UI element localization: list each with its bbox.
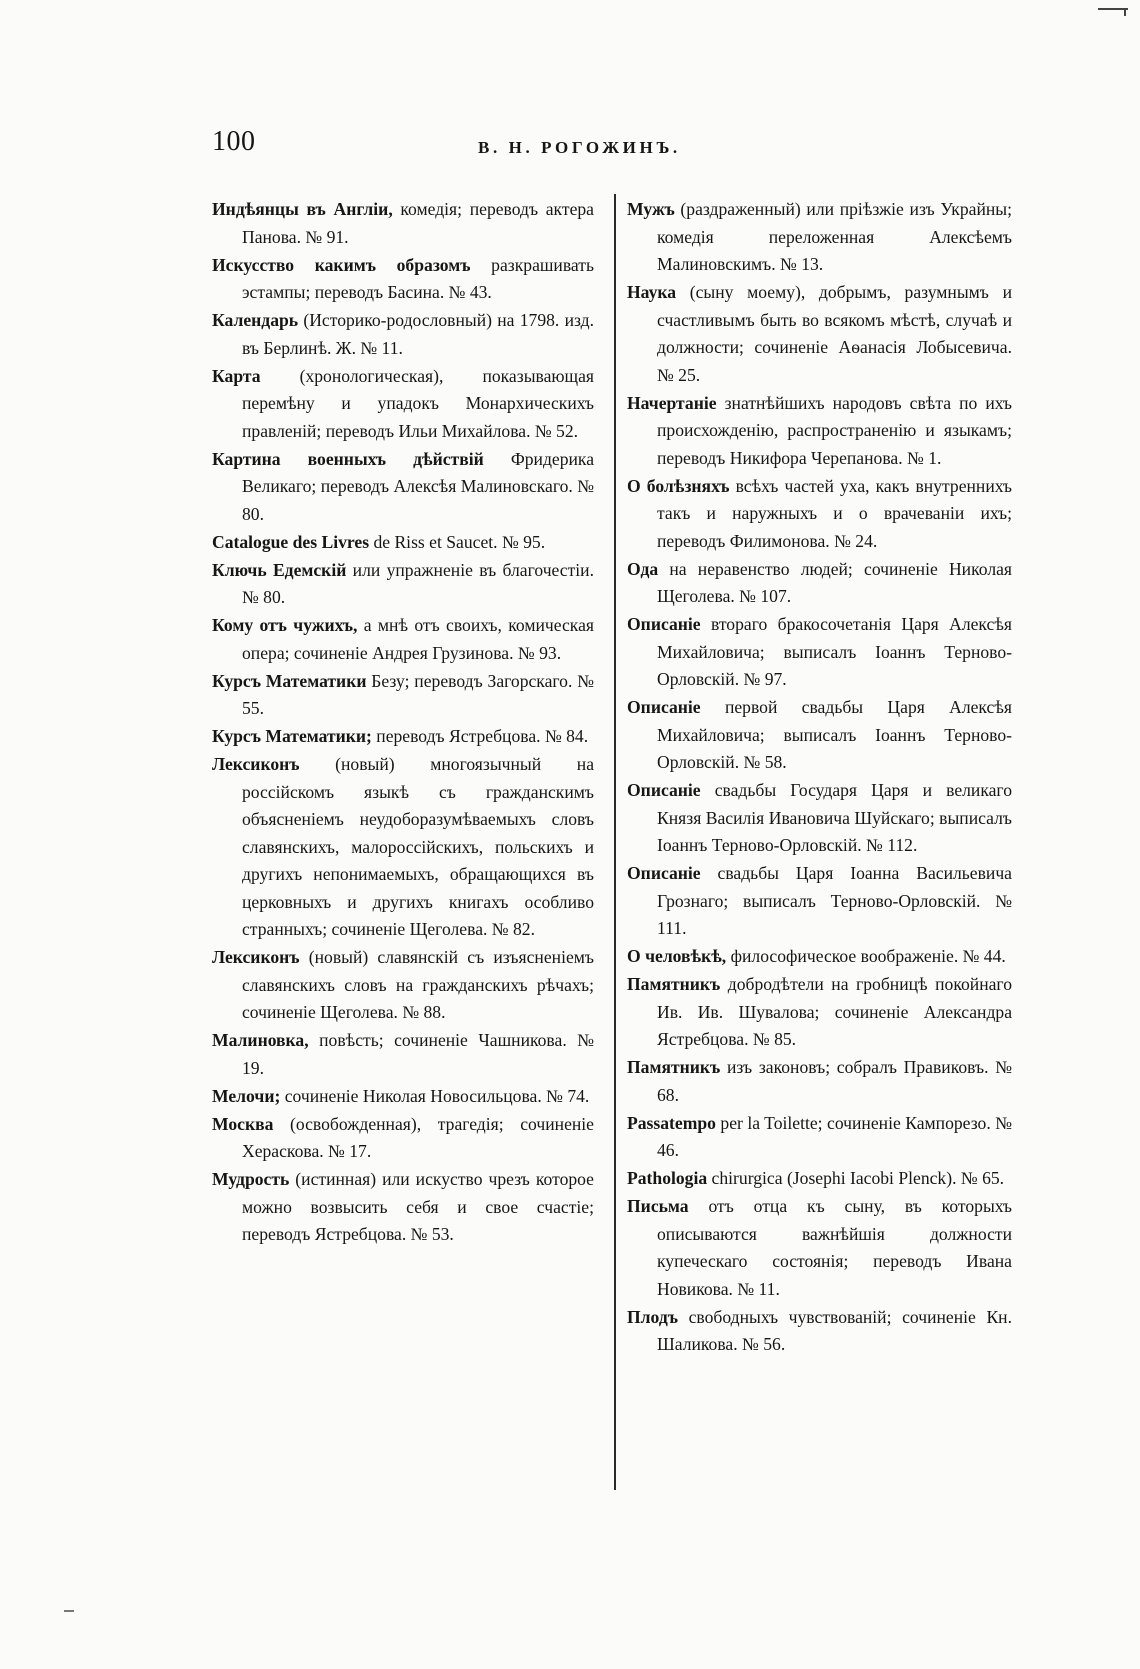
right-column bbox=[627, 196, 1012, 1359]
entry-head: Наука bbox=[627, 282, 677, 302]
catalog-entry bbox=[212, 668, 594, 723]
entry-text: отъ отца къ сыну, въ которыхъ описываются важнѣйшія должности купеческаго состоянія; переводъ Ивана Новикова. № 11. bbox=[657, 1196, 1012, 1299]
edge-dash bbox=[64, 1610, 74, 1612]
entry-head: Мудрость bbox=[212, 1169, 290, 1189]
entry-text: на неравенство людей; сочиненіе Николая Щеголева. № 107. bbox=[657, 558, 1012, 606]
entry-head: О человѣкѣ, bbox=[627, 946, 727, 966]
entry-head: Описаніе bbox=[627, 863, 701, 883]
entry-head: Описаніе bbox=[627, 614, 701, 634]
entry-head: Catalogue des Livres bbox=[212, 531, 370, 552]
corner-mark-tick bbox=[1124, 8, 1126, 16]
entry-head: Москва bbox=[212, 1113, 274, 1134]
entry-head: Плодъ bbox=[627, 1306, 679, 1327]
entry-head: Курсъ Математики bbox=[212, 670, 367, 691]
entry-text: сочиненіе Николая Новосильцова. № 74. bbox=[280, 1085, 590, 1106]
catalog-entry bbox=[627, 556, 1012, 611]
catalog-entry bbox=[212, 363, 594, 446]
catalog-entry bbox=[627, 611, 1012, 694]
catalog-entry bbox=[627, 777, 1012, 860]
entry-text: повѣсть; сочиненіе Чашникова. № 19. bbox=[242, 1030, 594, 1078]
entry-text: переводъ Ястребцова. № 84. bbox=[371, 726, 589, 746]
entry-head: Описаніе bbox=[627, 780, 701, 800]
entry-text: свадьбы Государя Царя и великаго Князя Василія Ивановича Шуйскаго; выписалъ Іоаннъ Терново-Орловскій. № 112. bbox=[657, 780, 1012, 855]
entry-text: per la Toilette; сочиненіе Кампорезо. № 46. bbox=[657, 1112, 1012, 1160]
catalog-entry bbox=[627, 1165, 1012, 1193]
entry-head: Passatempo bbox=[627, 1112, 716, 1133]
catalog-entry bbox=[627, 943, 1012, 971]
left-column bbox=[212, 196, 594, 1249]
entry-head: Мелочи; bbox=[212, 1085, 281, 1106]
catalog-entry bbox=[627, 1304, 1012, 1359]
entry-head: Курсъ Математики; bbox=[212, 726, 372, 746]
catalog-entry bbox=[212, 196, 594, 251]
entry-head: Кому отъ чужихъ, bbox=[212, 615, 358, 635]
entry-text: комедія; переводъ актера Панова. № 91. bbox=[242, 199, 594, 247]
entry-head: Картина военныхъ дѣйствій bbox=[212, 448, 484, 469]
catalog-entry bbox=[212, 944, 594, 1027]
entry-head: Pathologia bbox=[627, 1168, 708, 1188]
catalog-entry bbox=[627, 196, 1012, 279]
entry-text: всѣхъ частей уха, какъ внутреннихъ такъ и наружныхъ и о врачеваніи ихъ; переводъ Филимонова. № 24. bbox=[657, 475, 1012, 551]
entry-text: свадьбы Царя Іоанна Васильевича Грознаго; выписалъ Терново-Орловскій. № 111. bbox=[657, 863, 1012, 938]
entry-text: а мнѣ отъ своихъ, комическая опера; сочиненіе Андрея Грузинова. № 93. bbox=[242, 615, 594, 663]
entry-text: знатнѣйшихъ народовъ свѣта по ихъ происхожденію, распространенію и языкамъ; переводъ Никифора Черепанова. № 1. bbox=[657, 392, 1012, 468]
entry-text: Безу; переводъ Загорскаго. № 55. bbox=[242, 670, 594, 718]
catalog-entry bbox=[627, 1193, 1012, 1303]
entry-head: Индѣянцы въ Англіи, bbox=[212, 199, 393, 219]
catalog-entry bbox=[212, 307, 594, 362]
catalog-entry bbox=[627, 694, 1012, 777]
entry-text: (новый) славянскій съ изъясненіемъ славянскихъ словъ на гражданскихъ рѣчахъ; сочиненіе Щеголева. № 88. bbox=[242, 947, 594, 1022]
catalog-entry bbox=[212, 1027, 594, 1082]
entry-text: свободныхъ чувствованій; сочиненіе Кн. Шаликова. № 56. bbox=[657, 1306, 1012, 1354]
column-divider bbox=[614, 194, 616, 1490]
catalog-entry bbox=[212, 1166, 594, 1249]
catalog-entry bbox=[627, 1110, 1012, 1165]
entry-text: de Riss et Saucet. № 95. bbox=[369, 531, 546, 552]
entry-head: Искусство какимъ образомъ bbox=[212, 254, 471, 275]
entry-head: Календарь bbox=[212, 310, 299, 330]
catalog-entry bbox=[627, 473, 1012, 556]
catalog-entry bbox=[212, 751, 594, 944]
entry-text: (раздраженный) или пріѣзжіе изъ Украйны; комедія переложенная Алексѣемъ Малиновскимъ. № 13. bbox=[657, 199, 1012, 274]
entry-text: первой свадьбы Царя Алексѣя Михайловича; выписалъ Іоаннъ Терново-Орловскій. № 58. bbox=[657, 697, 1012, 772]
running-head: В. Н. РОГОЖИНЪ. bbox=[478, 138, 681, 157]
catalog-entry bbox=[212, 1083, 594, 1111]
catalog-entry bbox=[627, 390, 1012, 473]
entry-text: (хронологическая), показывающая перемѣну и упадокъ Монархическихъ правленій; переводъ Ильи Михайлова. № 52. bbox=[242, 365, 594, 441]
entry-head: Мужъ bbox=[627, 199, 675, 219]
entry-text: Фридерика Великаго; переводъ Алексѣя Малиновскаго. № 80. bbox=[242, 448, 595, 524]
entry-head: Письма bbox=[627, 1196, 689, 1216]
entry-text: (сыну моему), добрымъ, разумнымъ и счастливымъ быть во всякомъ мѣстѣ, случаѣ и должности; сочиненіе Аѳанасія Лобысевича. № 25. bbox=[657, 282, 1012, 385]
catalog-entry bbox=[627, 279, 1012, 389]
catalog-entry bbox=[212, 1111, 594, 1166]
entry-text: философическое воображеніе. № 44. bbox=[726, 946, 1006, 966]
entry-head: Карта bbox=[212, 365, 261, 386]
catalog-entry bbox=[212, 252, 594, 307]
catalog-entry bbox=[212, 612, 594, 667]
entry-text: добродѣтели на гробницѣ покойнаго Ив. Ив. Шувалова; сочиненіе Александра Ястребцова. № 85. bbox=[657, 974, 1012, 1049]
entry-text: (новый) многоязычный на россійскомъ языкѣ съ гражданскимъ объясненіемъ неудоборазумѣваемыхъ словъ славянскихъ, малороссійскихъ, польскихъ и другихъ непонимаемыхъ, обращающихся въ церковныхъ и другихъ книгахъ особливо странныхъ; сочиненіе Щеголева. № 82. bbox=[242, 754, 594, 939]
catalog-entry bbox=[627, 1054, 1012, 1109]
entry-text: разкрашивать эстампы; переводъ Басина. № 43. bbox=[242, 254, 594, 302]
entry-head: Памятникъ bbox=[627, 974, 721, 994]
catalog-entry bbox=[627, 860, 1012, 943]
entry-head: Памятникъ bbox=[627, 1057, 721, 1077]
entry-head: Описаніе bbox=[627, 697, 701, 717]
entry-head: Малиновка, bbox=[212, 1030, 309, 1050]
page-number: 100 bbox=[212, 126, 256, 157]
catalog-entry bbox=[212, 723, 594, 751]
catalog-entry bbox=[212, 557, 594, 612]
catalog-entry bbox=[627, 971, 1012, 1054]
entry-text: (освобожденная), трагедія; сочиненіе Хераскова. № 17. bbox=[242, 1113, 594, 1161]
entry-text: изъ законовъ; собралъ Правиковъ. № 68. bbox=[657, 1057, 1012, 1105]
entry-text: chirurgica (Josephi Iacobi Plenck). № 65. bbox=[707, 1168, 1005, 1188]
entry-head: Начертаніе bbox=[627, 392, 717, 413]
catalog-entry bbox=[212, 446, 594, 529]
entry-text: (истинная) или искуство чрезъ которое можно возвысить себя и свое счастіе; переводъ Ястребцова. № 53. bbox=[242, 1169, 594, 1244]
entry-head: О болѣзняхъ bbox=[627, 475, 730, 496]
entry-text: (Историко-родословный) на 1798. изд. въ Берлинѣ. Ж. № 11. bbox=[242, 310, 594, 358]
entry-text: или упражненіе въ благочестіи. № 80. bbox=[242, 559, 594, 607]
entry-head: Ключь Едемскій bbox=[212, 559, 347, 580]
entry-head: Лексиконъ bbox=[212, 754, 300, 774]
entry-head: Ода bbox=[627, 558, 659, 579]
catalog-entry bbox=[212, 529, 594, 557]
entry-text: втораго бракосочетанія Царя Алексѣя Михайловича; выписалъ Іоаннъ Терново-Орловскій. № 97. bbox=[657, 614, 1012, 689]
entry-head: Лексиконъ bbox=[212, 947, 300, 967]
